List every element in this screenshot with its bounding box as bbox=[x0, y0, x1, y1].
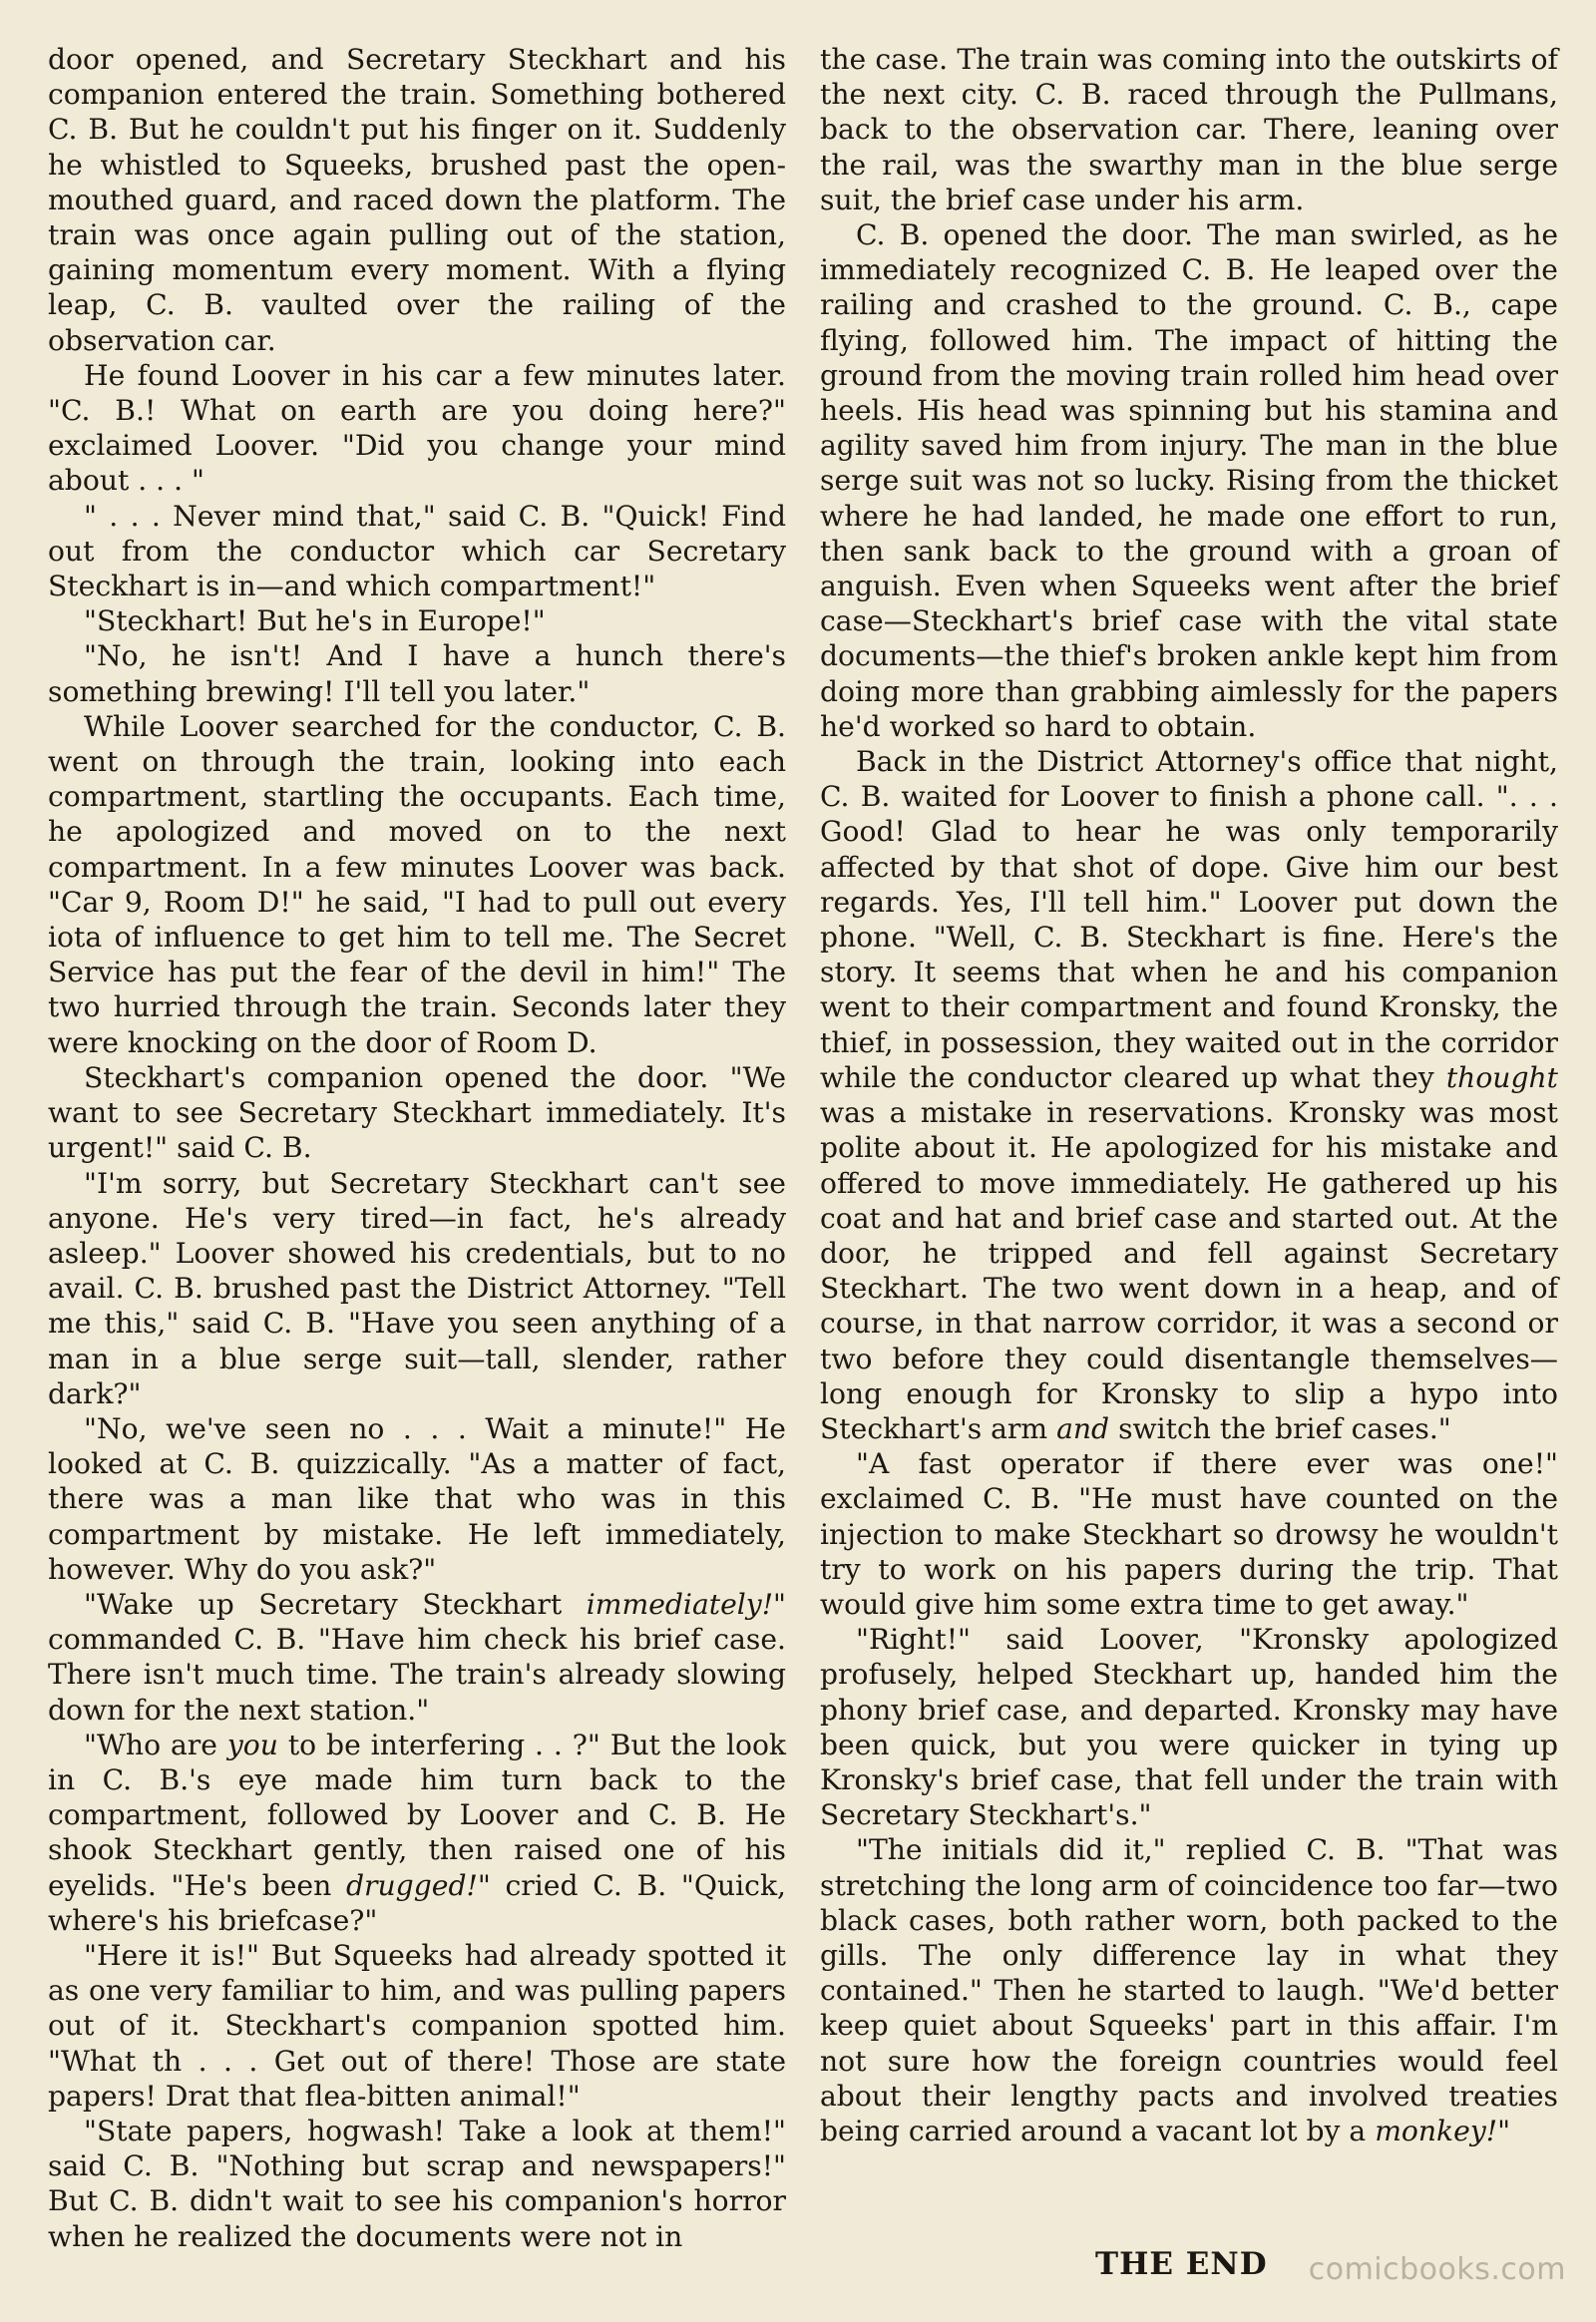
paragraph-text: to be interfering . . ?" But the look in C. B.'s eye made him turn back to the compartment, followed by Loover and C. B. He shook Steckhart gently, then raised one of his eyelids. "He's been bbox=[48, 1728, 786, 1902]
paragraph-text: switch the brief cases." bbox=[1109, 1411, 1451, 1445]
paragraph-text: "Steckhart! But he's in Europe!" bbox=[84, 604, 546, 638]
story-paragraph bbox=[48, 42, 786, 358]
paragraph-text: "Right!" said Loover, "Kronsky apologized profusely, helped Steckhart up, handed him the phony brief case, and departed. Kronsky may have been quick, but you were quicker in tying up Kronsky's brief case, that fell under the train with Secretary Steckhart's." bbox=[820, 1623, 1558, 1832]
emphasis-text: immediately! bbox=[586, 1587, 774, 1621]
paragraph-text: "Wake up Secretary Steckhart bbox=[84, 1587, 587, 1621]
story-paragraph bbox=[48, 638, 786, 708]
story-paragraph bbox=[48, 709, 786, 1060]
story-paragraph bbox=[48, 2114, 786, 2254]
paragraph-text: "No, we've seen no . . . Wait a minute!" He looked at C. B. quizzically. "As a matter of fact, there was a man like that who was in this compartment by mistake. He left immediately, however. Why do you ask?" bbox=[48, 1411, 786, 1586]
story-paragraph bbox=[48, 603, 786, 638]
story-paragraph bbox=[820, 1446, 1558, 1622]
story-paragraph bbox=[48, 358, 786, 499]
paragraph-text: "State papers, hogwash! Take a look at them!" said C. B. "Nothing but scrap and newspapers!" But C. B. didn't wait to see his companion's horror when he realized the documents were not in bbox=[48, 2114, 786, 2253]
emphasis-text: monkey! bbox=[1375, 2114, 1498, 2147]
story-paragraph bbox=[48, 1411, 786, 1587]
story-paragraph bbox=[820, 1622, 1558, 1832]
story-paragraph bbox=[820, 1832, 1558, 2148]
story-paragraph bbox=[48, 1938, 786, 2114]
emphasis-text: you bbox=[226, 1728, 278, 1761]
story-paragraph bbox=[48, 1728, 786, 1938]
paragraph-text: "I'm sorry, but Secretary Steckhart can't see anyone. He's very tired—in fact, he's already asleep." Loover showed his credentials, but to no avail. C. B. brushed past the District Attorney. "Tell me this," said C. B. "Have you seen anything of a man in a blue serge suit—tall, slender, rather dark?" bbox=[48, 1166, 786, 1410]
emphasis-text: and bbox=[1056, 1411, 1110, 1445]
paragraph-text: " bbox=[1497, 2114, 1511, 2147]
paragraph-text: Steckhart's companion opened the door. "We want to see Secretary Steckhart immediately. It's urgent!" said C. B. bbox=[48, 1060, 786, 1165]
story-paragraph bbox=[48, 1060, 786, 1166]
paragraph-text: "No, he isn't! And I have a hunch there's something brewing! I'll tell you later." bbox=[48, 639, 786, 708]
text-column-left bbox=[48, 42, 786, 2254]
story-paragraph bbox=[820, 744, 1558, 1446]
story-paragraph bbox=[48, 1166, 786, 1411]
story-paragraph bbox=[48, 1587, 786, 1728]
the-end-label: THE END bbox=[1095, 2246, 1268, 2282]
story-paragraph bbox=[820, 217, 1558, 744]
paragraph-text: "The initials did it," replied C. B. "That was stretching the long arm of coincidence too far—two black cases, both rather worn, both packed to the gills. The only difference lay in what they contained." Then he started to laugh. "We'd better keep quiet about Squeeks' part in this affair. I'm not sure how the foreign countries would feel about their lengthy pacts and involved treaties being carried around a vacant lot by a bbox=[820, 1833, 1558, 2147]
story-paragraph bbox=[48, 499, 786, 604]
paragraph-text: "A fast operator if there ever was one!" exclaimed C. B. "He must have counted on the injection to make Steckhart so drowsy he wouldn't try to work on his papers during the trip. That would give him some extra time to get away." bbox=[820, 1447, 1558, 1621]
paragraph-text: He found Loover in his car a few minutes later. "C. B.! What on earth are you doing here?" exclaimed Loover. "Did you change your mind about . . . " bbox=[48, 358, 786, 498]
paragraph-text: the case. The train was coming into the outskirts of the next city. C. B. raced through the Pullmans, back to the observation car. There, leaning over the rail, was the swarthy man in the blue serge suit, the brief case under his arm. bbox=[820, 43, 1558, 216]
paragraph-text: While Loover searched for the conductor, C. B. went on through the train, looking into each compartment, startling the occupants. Each time, he apologized and moved on to the next compartment. In a few minutes Loover was back. "Car 9, Room D!" he said, "I had to pull out every iota of influence to get him to tell me. The Secret Service has put the fear of the devil in him!" The two hurried through the train. Seconds later they were knocking on the door of Room D. bbox=[48, 709, 786, 1059]
paragraph-text: "Who are bbox=[84, 1728, 227, 1761]
story-paragraph bbox=[820, 42, 1558, 217]
paragraph-text: " cried C. B. "Quick, where's his briefcase?" bbox=[48, 1868, 786, 1937]
emphasis-text: drugged! bbox=[346, 1868, 478, 1902]
paragraph-text: Back in the District Attorney's office that night, C. B. waited for Loover to finish a phone call. ". . . Good! Glad to hear he was only temporarily affected by that shot of dope. Give him our best regards. Yes, I'll tell him." Loover put down the phone. "Well, C. B. Steckhart is fine. Here's the story. It seems that when he and his companion went to their compartment and found Kronsky, the thief, in possession, they waited out in the corridor while the conductor cleared up what they bbox=[820, 745, 1558, 1094]
paragraph-text: was a mistake in reservations. Kronsky was most polite about it. He apologized for his mistake and offered to move immediately. He gathered up his coat and hat and brief case and started out. At the door, he tripped and fell against Secretary Steckhart. The two went down in a heap, and of course, in that narrow corridor, it was a second or two before they could disentangle themselves—long enough for Kronsky to slip a hypo into Steckhart's arm bbox=[820, 1096, 1558, 1445]
paragraph-text: C. B. opened the door. The man swirled, as he immediately recognized C. B. He leaped over the railing and crashed to the ground. C. B., cape flying, followed him. The impact of hitting the ground from the moving train rolled him head over heels. His head was spinning but his stamina and agility saved him from injury. The man in the blue serge suit was not so lucky. Rising from the thicket where he had landed, he made one effort to run, then sank back to the ground with a groan of anguish. Even when Squeeks went after the brief case—Steckhart's brief case with the vital state documents—the thief's broken ankle kept him from doing more than grabbing aimlessly for the papers he'd worked so hard to obtain. bbox=[820, 218, 1558, 743]
paragraph-text: " commanded C. B. "Have him check his brief case. There isn't much time. The train's already slowing down for the next station." bbox=[48, 1587, 786, 1727]
text-column-right bbox=[820, 42, 1558, 2148]
emphasis-text: thought bbox=[1445, 1060, 1558, 1094]
paragraph-text: " . . . Never mind that," said C. B. "Quick! Find out from the conductor which car Secretary Steckhart is in—and which compartment!" bbox=[48, 499, 786, 603]
site-watermark: comicbooks.com bbox=[1308, 2252, 1566, 2287]
paragraph-text: door opened, and Secretary Steckhart and his companion entered the train. Something bothered C. B. But he couldn't put his finger on it. Suddenly he whistled to Squeeks, brushed past the open-mouthed guard, and raced down the platform. The train was once again pulling out of the station, gaining momentum every moment. With a flying leap, C. B. vaulted over the railing of the observation car. bbox=[48, 43, 786, 357]
paragraph-text: "Here it is!" But Squeeks had already spotted it as one very familiar to him, and was pulling papers out of it. Steckhart's companion spotted him. "What th . . . Get out of there! Those are state papers! Drat that flea-bitten animal!" bbox=[48, 1938, 786, 2113]
